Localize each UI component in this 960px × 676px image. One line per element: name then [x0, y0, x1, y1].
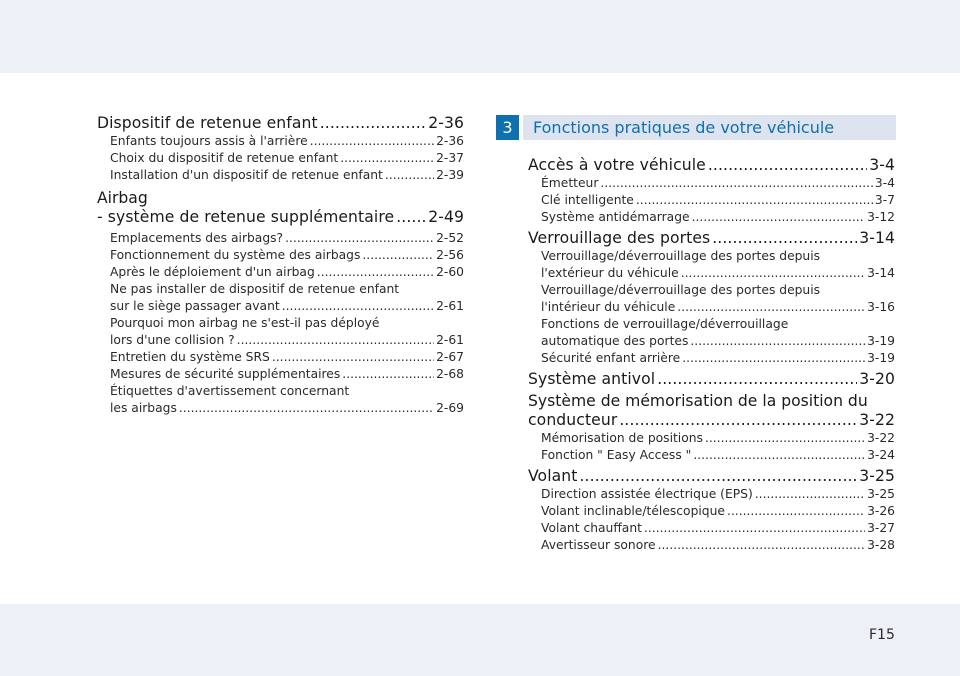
page-number: F15 [869, 627, 895, 643]
toc-entry-antivol[interactable]: Système antivol ..... 3-20 [528, 370, 895, 389]
toc-subentry-line[interactable]: Fonctions de verrouillage/déverrouillage [541, 317, 789, 331]
toc-subentry[interactable]: Clé intelligente ..... 3-7 [528, 192, 895, 209]
toc-subentry[interactable]: Fonctionnement du système des airbags ..... 2-56 [97, 247, 464, 264]
toc-subentry[interactable]: Émetteur ..... 3-4 [528, 175, 895, 192]
toc-subentry[interactable]: l'extérieur du véhicule ..... 3-14 [528, 265, 895, 282]
toc-subentry[interactable]: Système antidémarrage ..... 3-12 [528, 209, 895, 226]
chapter-title: Fonctions pratiques de votre véhicule [523, 115, 896, 140]
toc-subentry[interactable]: Emplacements des airbags? ..... 2-52 [97, 230, 464, 247]
toc-subentry[interactable]: Fonction " Easy Access " ..... 3-24 [528, 447, 895, 464]
toc-subentry[interactable]: Avertisseur sonore ..... 3-28 [528, 537, 895, 554]
toc-subentry[interactable]: sur le siège passager avant ..... 2-61 [97, 298, 464, 315]
toc-subentry[interactable]: Sécurité enfant arrière ..... 3-19 [528, 350, 895, 367]
toc-subentry-line[interactable]: Étiquettes d'avertissement concernant [110, 384, 350, 398]
toc-entry-volant[interactable]: Volant ..... 3-25 [528, 467, 895, 486]
footer-band [0, 604, 960, 676]
chapter-header [496, 115, 896, 140]
toc-entry-memorisation-title: Système de mémorisation de la position du [528, 392, 868, 410]
toc-subentry[interactable]: l'intérieur du véhicule ..... 3-16 [528, 299, 895, 316]
toc-subentry[interactable]: Direction assistée électrique (EPS) ..... 3-25 [528, 486, 895, 503]
toc-subentry[interactable]: automatique des portes ..... 3-19 [528, 333, 895, 350]
toc-entry-airbag[interactable]: - système de retenue supplémentaire ..... 2-49 [97, 208, 464, 227]
toc-subentry[interactable]: les airbags ..... 2-69 [97, 400, 464, 417]
toc-subentry[interactable]: Entretien du système SRS ..... 2-67 [97, 349, 464, 366]
toc-subentry[interactable]: Après le déploiement d'un airbag ..... 2-60 [97, 264, 464, 281]
toc-subentry[interactable]: Enfants toujours assis à l'arrière ..... 2-36 [97, 133, 464, 150]
toc-subentry[interactable]: Volant chauffant ..... 3-27 [528, 520, 895, 537]
toc-subentry-line[interactable]: Ne pas installer de dispositif de retenue enfant [110, 282, 400, 296]
toc-subentry[interactable]: Installation d'un dispositif de retenue enfant ..... 2-39 [97, 167, 464, 184]
header-band [0, 0, 960, 73]
toc-entry-dispositif-retenue[interactable]: Dispositif de retenue enfant ..... 2-36 [97, 114, 464, 133]
toc-subentry[interactable]: Choix du dispositif de retenue enfant ..... 2-37 [97, 150, 464, 167]
toc-subentry[interactable]: Mémorisation de positions ..... 3-22 [528, 430, 895, 447]
toc-subentry-line[interactable]: Verrouillage/déverrouillage des portes depuis [541, 283, 821, 297]
toc-entry-airbag-title: Airbag [97, 189, 148, 207]
toc-subentry-line[interactable]: Pourquoi mon airbag ne s'est-il pas déployé [110, 316, 380, 330]
toc-subentry[interactable]: Mesures de sécurité supplémentaires ..... 2-68 [97, 366, 464, 383]
chapter-number-badge: 3 [496, 115, 519, 140]
toc-right-column [528, 156, 895, 554]
toc-entry-memorisation[interactable]: conducteur ..... 3-22 [528, 411, 895, 430]
toc-left-column [97, 114, 464, 417]
toc-entry-verrouillage[interactable]: Verrouillage des portes ..... 3-14 [528, 229, 895, 248]
toc-subentry-line[interactable]: Verrouillage/déverrouillage des portes depuis [541, 249, 821, 263]
toc-entry-acces[interactable]: Accès à votre véhicule ..... 3-4 [528, 156, 895, 175]
toc-subentry[interactable]: lors d'une collision ? ..... 2-61 [97, 332, 464, 349]
toc-subentry[interactable]: Volant inclinable/télescopique ..... 3-26 [528, 503, 895, 520]
